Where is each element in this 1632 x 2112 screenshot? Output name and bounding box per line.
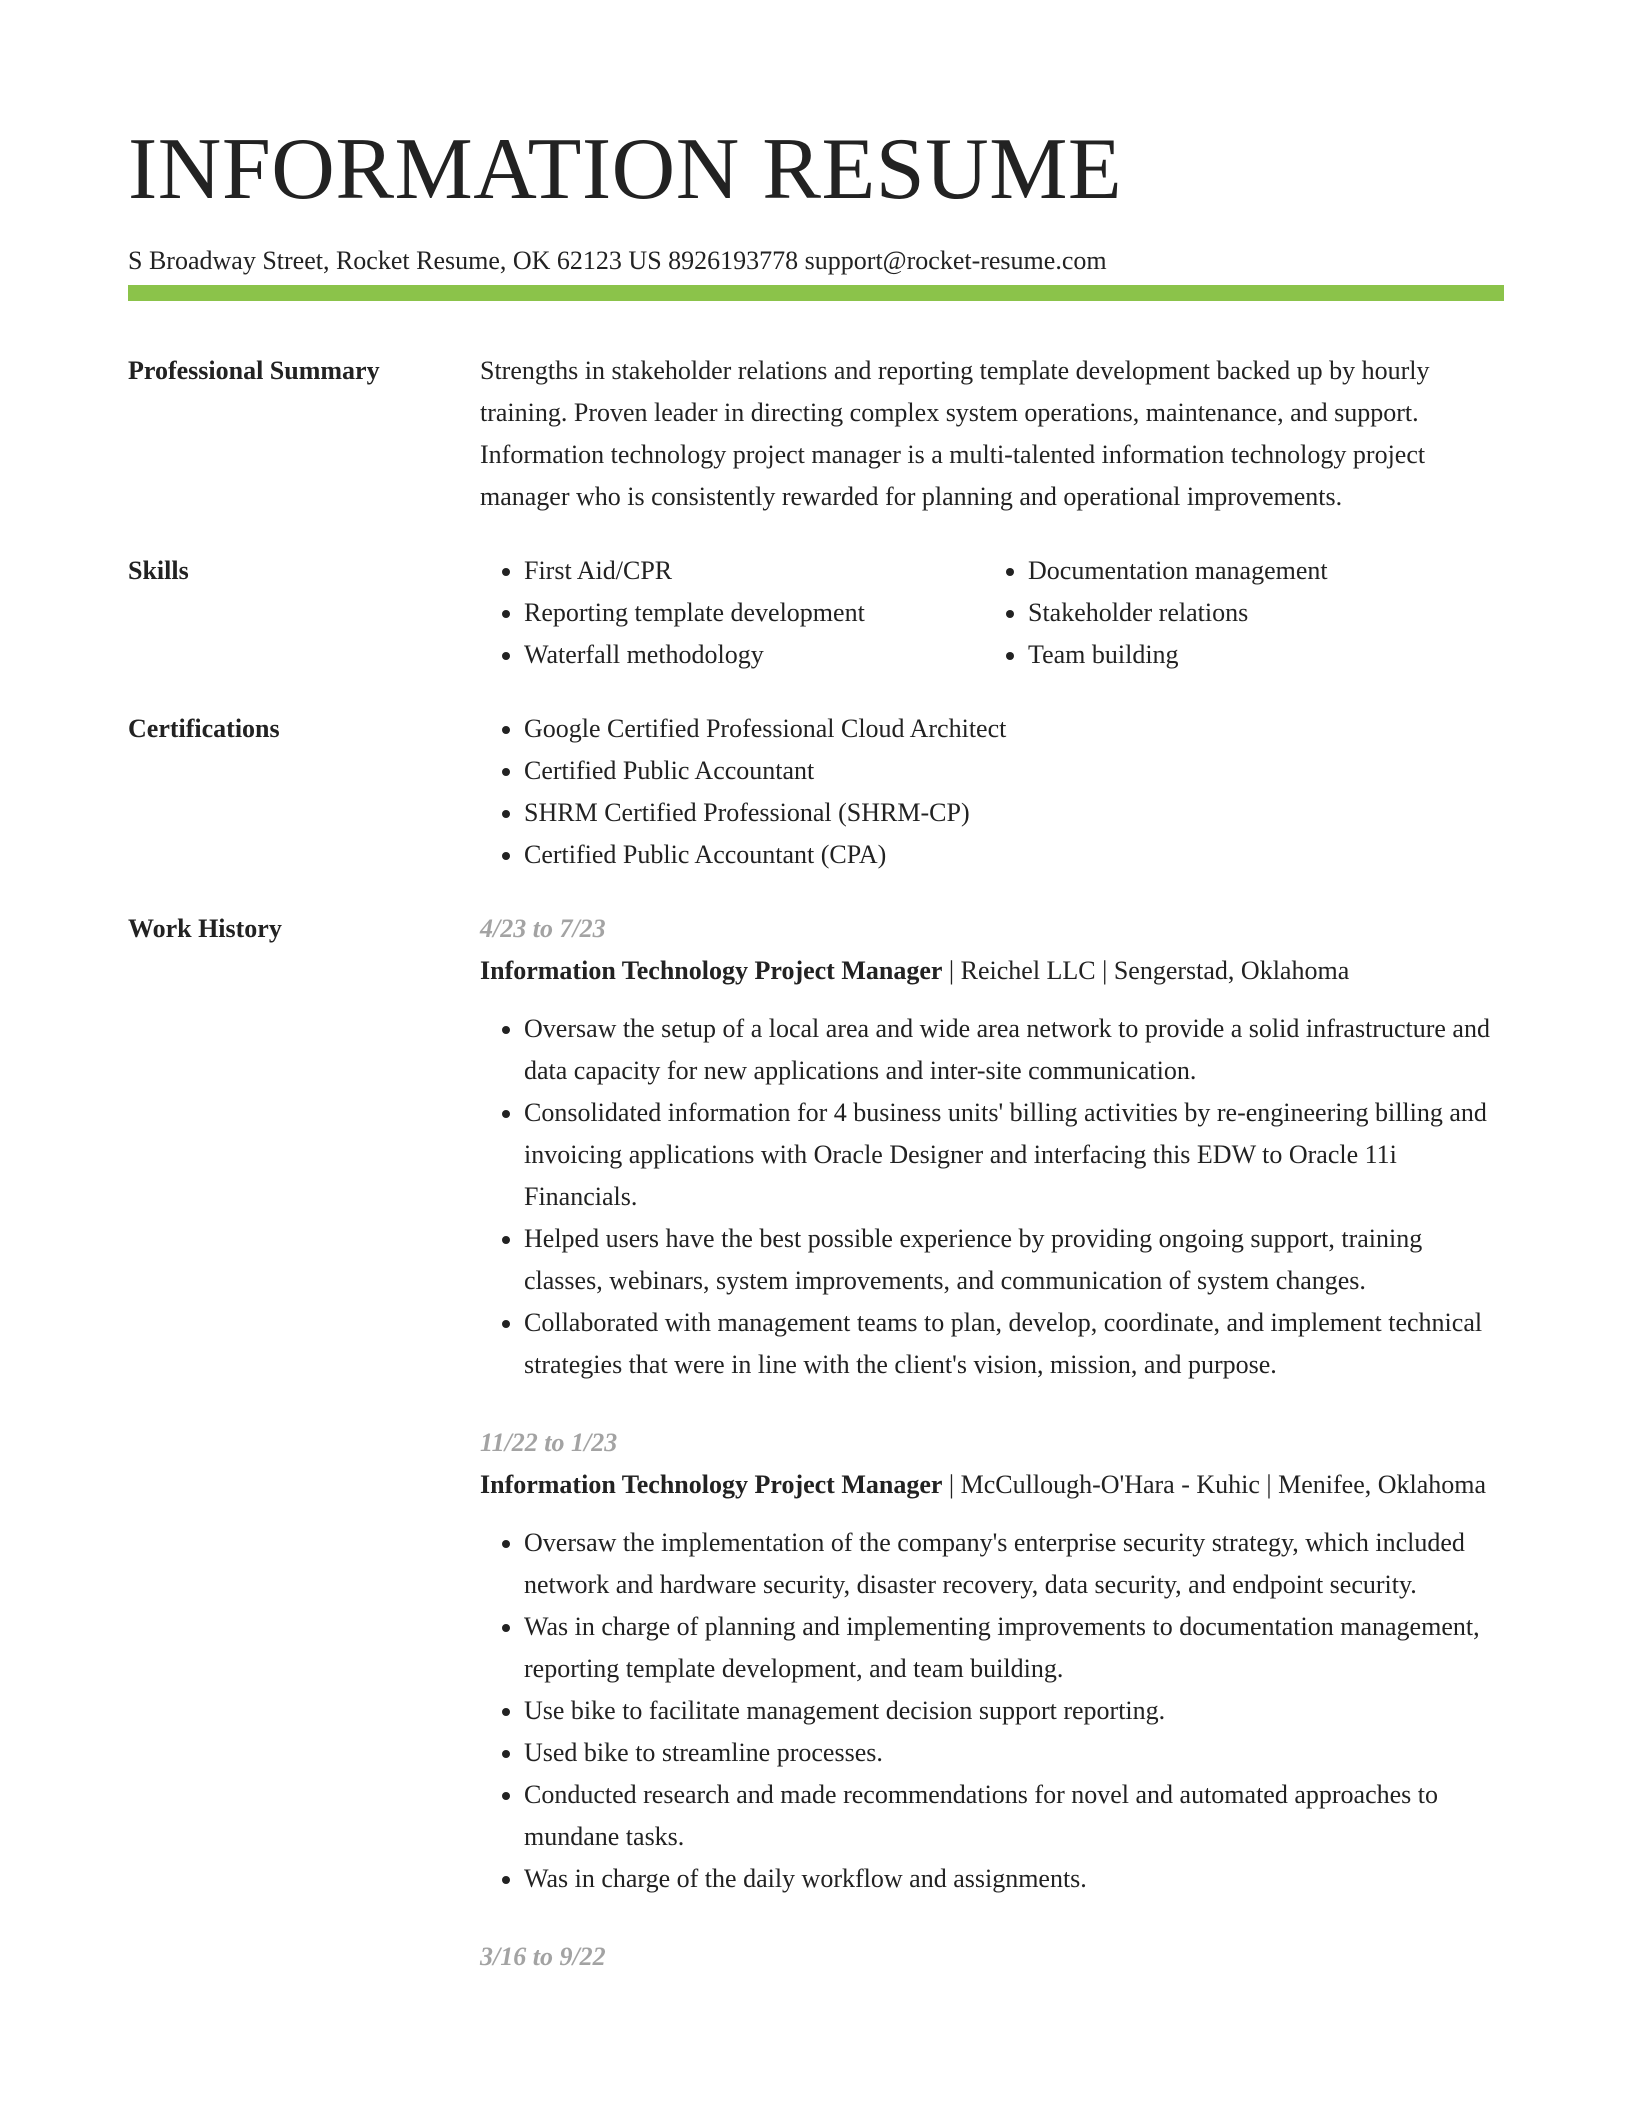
- section-professional-summary: [128, 350, 1504, 518]
- job-dates: 3/16 to 9/22: [480, 1942, 606, 1971]
- certification-item: • Certified Public Accountant: [524, 750, 1504, 792]
- job-bullets: [480, 1008, 1504, 1386]
- job-bullet: • Collaborated with management teams to plan, develop, coordinate, and implement technical strategies that were in line with the client's vision, mission, and purpose.: [524, 1302, 1504, 1386]
- resume-name: INFORMATION RESUME: [128, 121, 1123, 218]
- summary-text: Strengths in stakeholder relations and reporting template development backed up by hourly training. Proven leader in directing complex system operations, maintenance, and support. Information technology project manager is a multi-talented information technology project manager who is consistently rewarded for planning and operational improvements.: [480, 356, 1430, 511]
- job-bullet: • Conducted research and made recommendations for novel and automated approaches to mundane tasks.: [524, 1774, 1504, 1858]
- skill-item: • Team building: [1028, 634, 1504, 676]
- job-bullet: • Consolidated information for 4 business units' billing activities by re-engineering billing and invoicing applications with Oracle Designer and interfacing this EDW to Oracle 11i Financials.: [524, 1092, 1504, 1218]
- job-entry: [480, 908, 1504, 1386]
- contact-email: support@rocket-resume.com: [804, 246, 1107, 275]
- section-body: [480, 908, 1504, 2014]
- job-heading: [480, 1464, 1504, 1506]
- job-details: | Reichel LLC | Sengerstad, Oklahoma: [942, 956, 1350, 985]
- job-bullet: • Oversaw the implementation of the company's enterprise security strategy, which included network and hardware security, disaster recovery, data security, and endpoint security.: [524, 1522, 1504, 1606]
- section-label: Certifications: [128, 714, 280, 743]
- certification-item: • Certified Public Accountant (CPA): [524, 834, 1504, 876]
- job-title: Information Technology Project Manager: [480, 1470, 943, 1499]
- header-divider: [128, 285, 1504, 301]
- contact-phone: 8926193778: [668, 246, 799, 275]
- certifications-list: [480, 708, 1504, 876]
- certification-item: • SHRM Certified Professional (SHRM-CP): [524, 792, 1504, 834]
- skill-item: • Documentation management: [1028, 550, 1504, 592]
- resume-sections: [128, 350, 1504, 2046]
- section-body: [480, 550, 1504, 676]
- job-dates: 11/22 to 1/23: [480, 1428, 618, 1457]
- job-bullet: • Use bike to facilitate management decision support reporting.: [524, 1690, 1504, 1732]
- job-details: | McCullough-O'Hara - Kuhic | Menifee, Oklahoma: [942, 1470, 1487, 1499]
- section-skills: [128, 550, 1504, 676]
- job-title: Information Technology Project Manager: [480, 956, 943, 985]
- section-body: [480, 708, 1504, 876]
- job-bullets: [480, 1522, 1504, 1900]
- section-label: Professional Summary: [128, 356, 380, 385]
- section-label: Skills: [128, 556, 189, 585]
- section-certifications: [128, 708, 1504, 876]
- job-bullet: • Helped users have the best possible experience by providing ongoing support, training classes, webinars, system improvements, and communication of system changes.: [524, 1218, 1504, 1302]
- job-bullet: • Was in charge of the daily workflow and assignments.: [524, 1858, 1504, 1900]
- certification-item: • Google Certified Professional Cloud Architect: [524, 708, 1504, 750]
- contact-address: S Broadway Street, Rocket Resume, OK 62123 US: [128, 246, 662, 275]
- section-label: Work History: [128, 914, 282, 943]
- skill-item: • Stakeholder relations: [1028, 592, 1504, 634]
- skill-item: • Reporting template development: [524, 592, 1028, 634]
- job-dates: 4/23 to 7/23: [480, 914, 606, 943]
- job-bullet: • Oversaw the setup of a local area and wide area network to provide a solid infrastructure and data capacity for new applications and inter-site communication.: [524, 1008, 1504, 1092]
- skill-item: • First Aid/CPR: [524, 550, 1028, 592]
- resume-header: [128, 118, 1504, 278]
- job-entry: [480, 1936, 1504, 1978]
- job-bullet: • Used bike to streamline processes.: [524, 1732, 1504, 1774]
- section-body: [480, 350, 1504, 518]
- skills-list: [480, 550, 1504, 676]
- section-work-history: [128, 908, 1504, 2014]
- job-bullet: • Was in charge of planning and implementing improvements to documentation management, reporting template development, and team building.: [524, 1606, 1504, 1690]
- skill-item: • Waterfall methodology: [524, 634, 1028, 676]
- job-heading: [480, 950, 1504, 992]
- contact-line: [128, 244, 1504, 278]
- job-entry: [480, 1422, 1504, 1900]
